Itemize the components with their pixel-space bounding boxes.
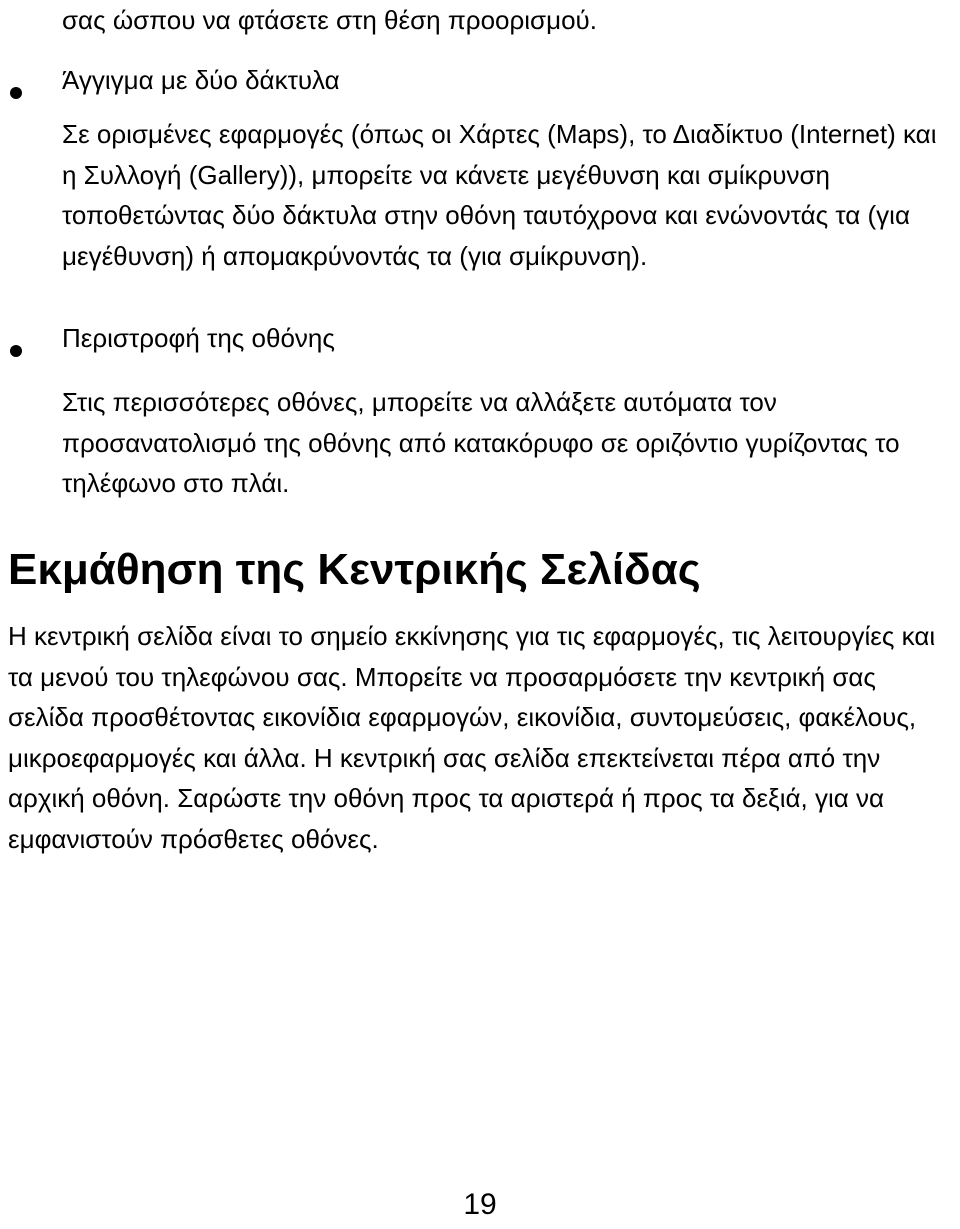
bullet-dot xyxy=(10,87,22,99)
bullet-dot xyxy=(10,345,22,357)
bullet-title-two-finger-touch: Άγγιγμα με δύο δάκτυλα xyxy=(62,65,340,95)
section-heading: Εκμάθηση της Κεντρικής Σελίδας xyxy=(8,545,701,594)
bullet-description-screen-rotation: Στις περισσότερες οθόνες, μπορείτε να αλλάξετε αυτόματα τον προσανατολισμό της οθόνης από κατακόρυφο σε οριζόντιο γυρίζοντας το τηλέφωνο στο πλάι. xyxy=(62,387,900,498)
page-number: 19 xyxy=(463,1188,497,1221)
section-paragraph: Η κεντρική σελίδα είναι το σημείο εκκίνησης για τις εφαρμογές, τις λειτουργίες και τα μενού του τηλεφώνου σας. Μπορείτε να προσαρμόσετε την κεντρική σας σελίδα προσθέτοντας εικονίδια εφαρμογών, εικονίδια, συντομεύσεις, φακέλους, μικροεφαρμογές και άλλα. Η κεντρική σας σελίδα επεκτείνεται πέρα από την αρχική οθόνη. Σαρώστε την οθόνη προς τα αριστερά ή προς τα δεξιά, για να εμφανιστούν πρόσθετες οθόνες. xyxy=(8,621,936,854)
continuation-text: σας ώσπου να φτάσετε στη θέση προορισμού. xyxy=(62,5,597,35)
bullet-title-screen-rotation: Περιστροφή της οθόνης xyxy=(62,323,335,353)
bullet-description-two-finger-touch: Σε ορισμένες εφαρμογές (όπως οι Χάρτες (Maps), το Διαδίκτυο (Internet) και η Συλλογή (Gallery)), μπορείτε να κάνετε μεγέθυνση και σμίκρυνση τοποθετώντας δύο δάκτυλα στην οθόνη ταυτόχρονα και ενώνοντάς τα (για μεγέθυνση) ή απομακρύνοντάς τα (για σμίκρυνση). xyxy=(62,119,937,271)
